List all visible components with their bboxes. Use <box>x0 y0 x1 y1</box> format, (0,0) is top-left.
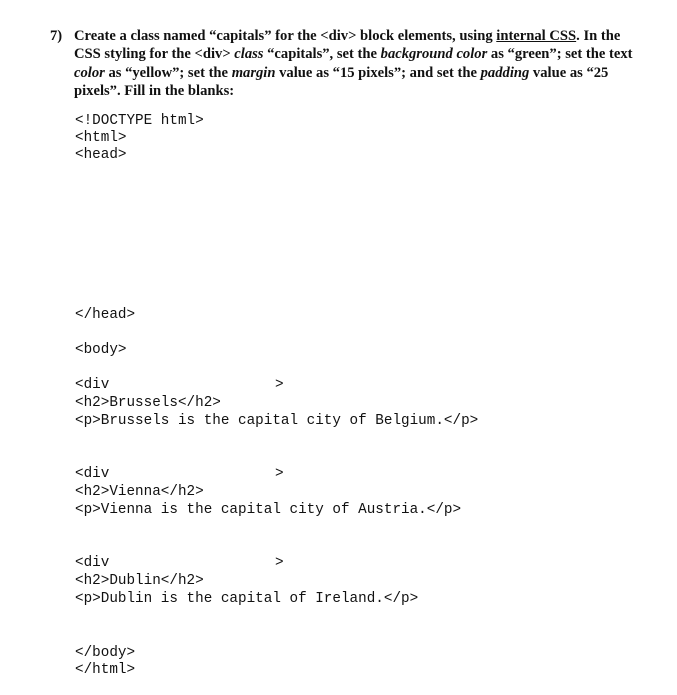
question-text-italic: padding <box>480 64 530 81</box>
code-h2-2: <h2>Vienna</h2> <box>75 484 204 500</box>
code-html-open: <html> <box>75 130 127 146</box>
code-head-open: <head> <box>75 147 127 163</box>
code-div-open-1: <div <box>75 377 110 393</box>
question-text-part: as “green”; set the text <box>487 46 633 63</box>
code-html-close: </html> <box>75 662 136 678</box>
code-body-open: <body> <box>75 342 127 358</box>
question-text-italic: class <box>234 46 264 63</box>
code-h2-1: <h2>Brussels</h2> <box>75 395 221 411</box>
code-div-gt-1: > <box>275 377 284 393</box>
code-p-3: <p>Dublin is the capital of Ireland.</p> <box>75 591 419 607</box>
question-7 <box>50 27 635 100</box>
question-text-part: as “yellow”; set the <box>104 64 232 81</box>
question-text-italic: color <box>74 64 105 81</box>
code-p-1: <p>Brussels is the capital city of Belgium.</p> <box>75 413 479 429</box>
code-h2-3: <h2>Dublin</h2> <box>75 573 204 589</box>
question-text-part: “capitals”, set the <box>263 46 381 63</box>
code-div-open-3: <div <box>75 555 110 571</box>
question-text-part: value as “15 pixels”; and set the <box>275 64 481 81</box>
code-div-open-2: <div <box>75 466 110 482</box>
question-text <box>74 27 635 100</box>
code-div-gt-2: > <box>275 466 284 482</box>
question-text-part: Create a class named “capitals” for the <div> block elements, using <box>74 28 497 44</box>
code-doctype: <!DOCTYPE html> <box>75 113 204 129</box>
question-text-italic: margin <box>231 64 276 81</box>
question-text-part: . In the CSS styling for the <div> <box>74 28 621 63</box>
code-div-gt-3: > <box>275 555 284 571</box>
question-number: 7) <box>50 28 63 44</box>
question-text-italic: background color <box>380 46 488 63</box>
code-body-close: </body> <box>75 645 136 661</box>
question-text-part: value as “25 pixels”. Fill in the blanks: <box>74 64 609 99</box>
code-p-2: <p>Vienna is the capital city of Austria.</p> <box>75 502 462 518</box>
question-text-underlined: internal CSS <box>496 28 577 44</box>
code-head-close: </head> <box>75 307 136 323</box>
